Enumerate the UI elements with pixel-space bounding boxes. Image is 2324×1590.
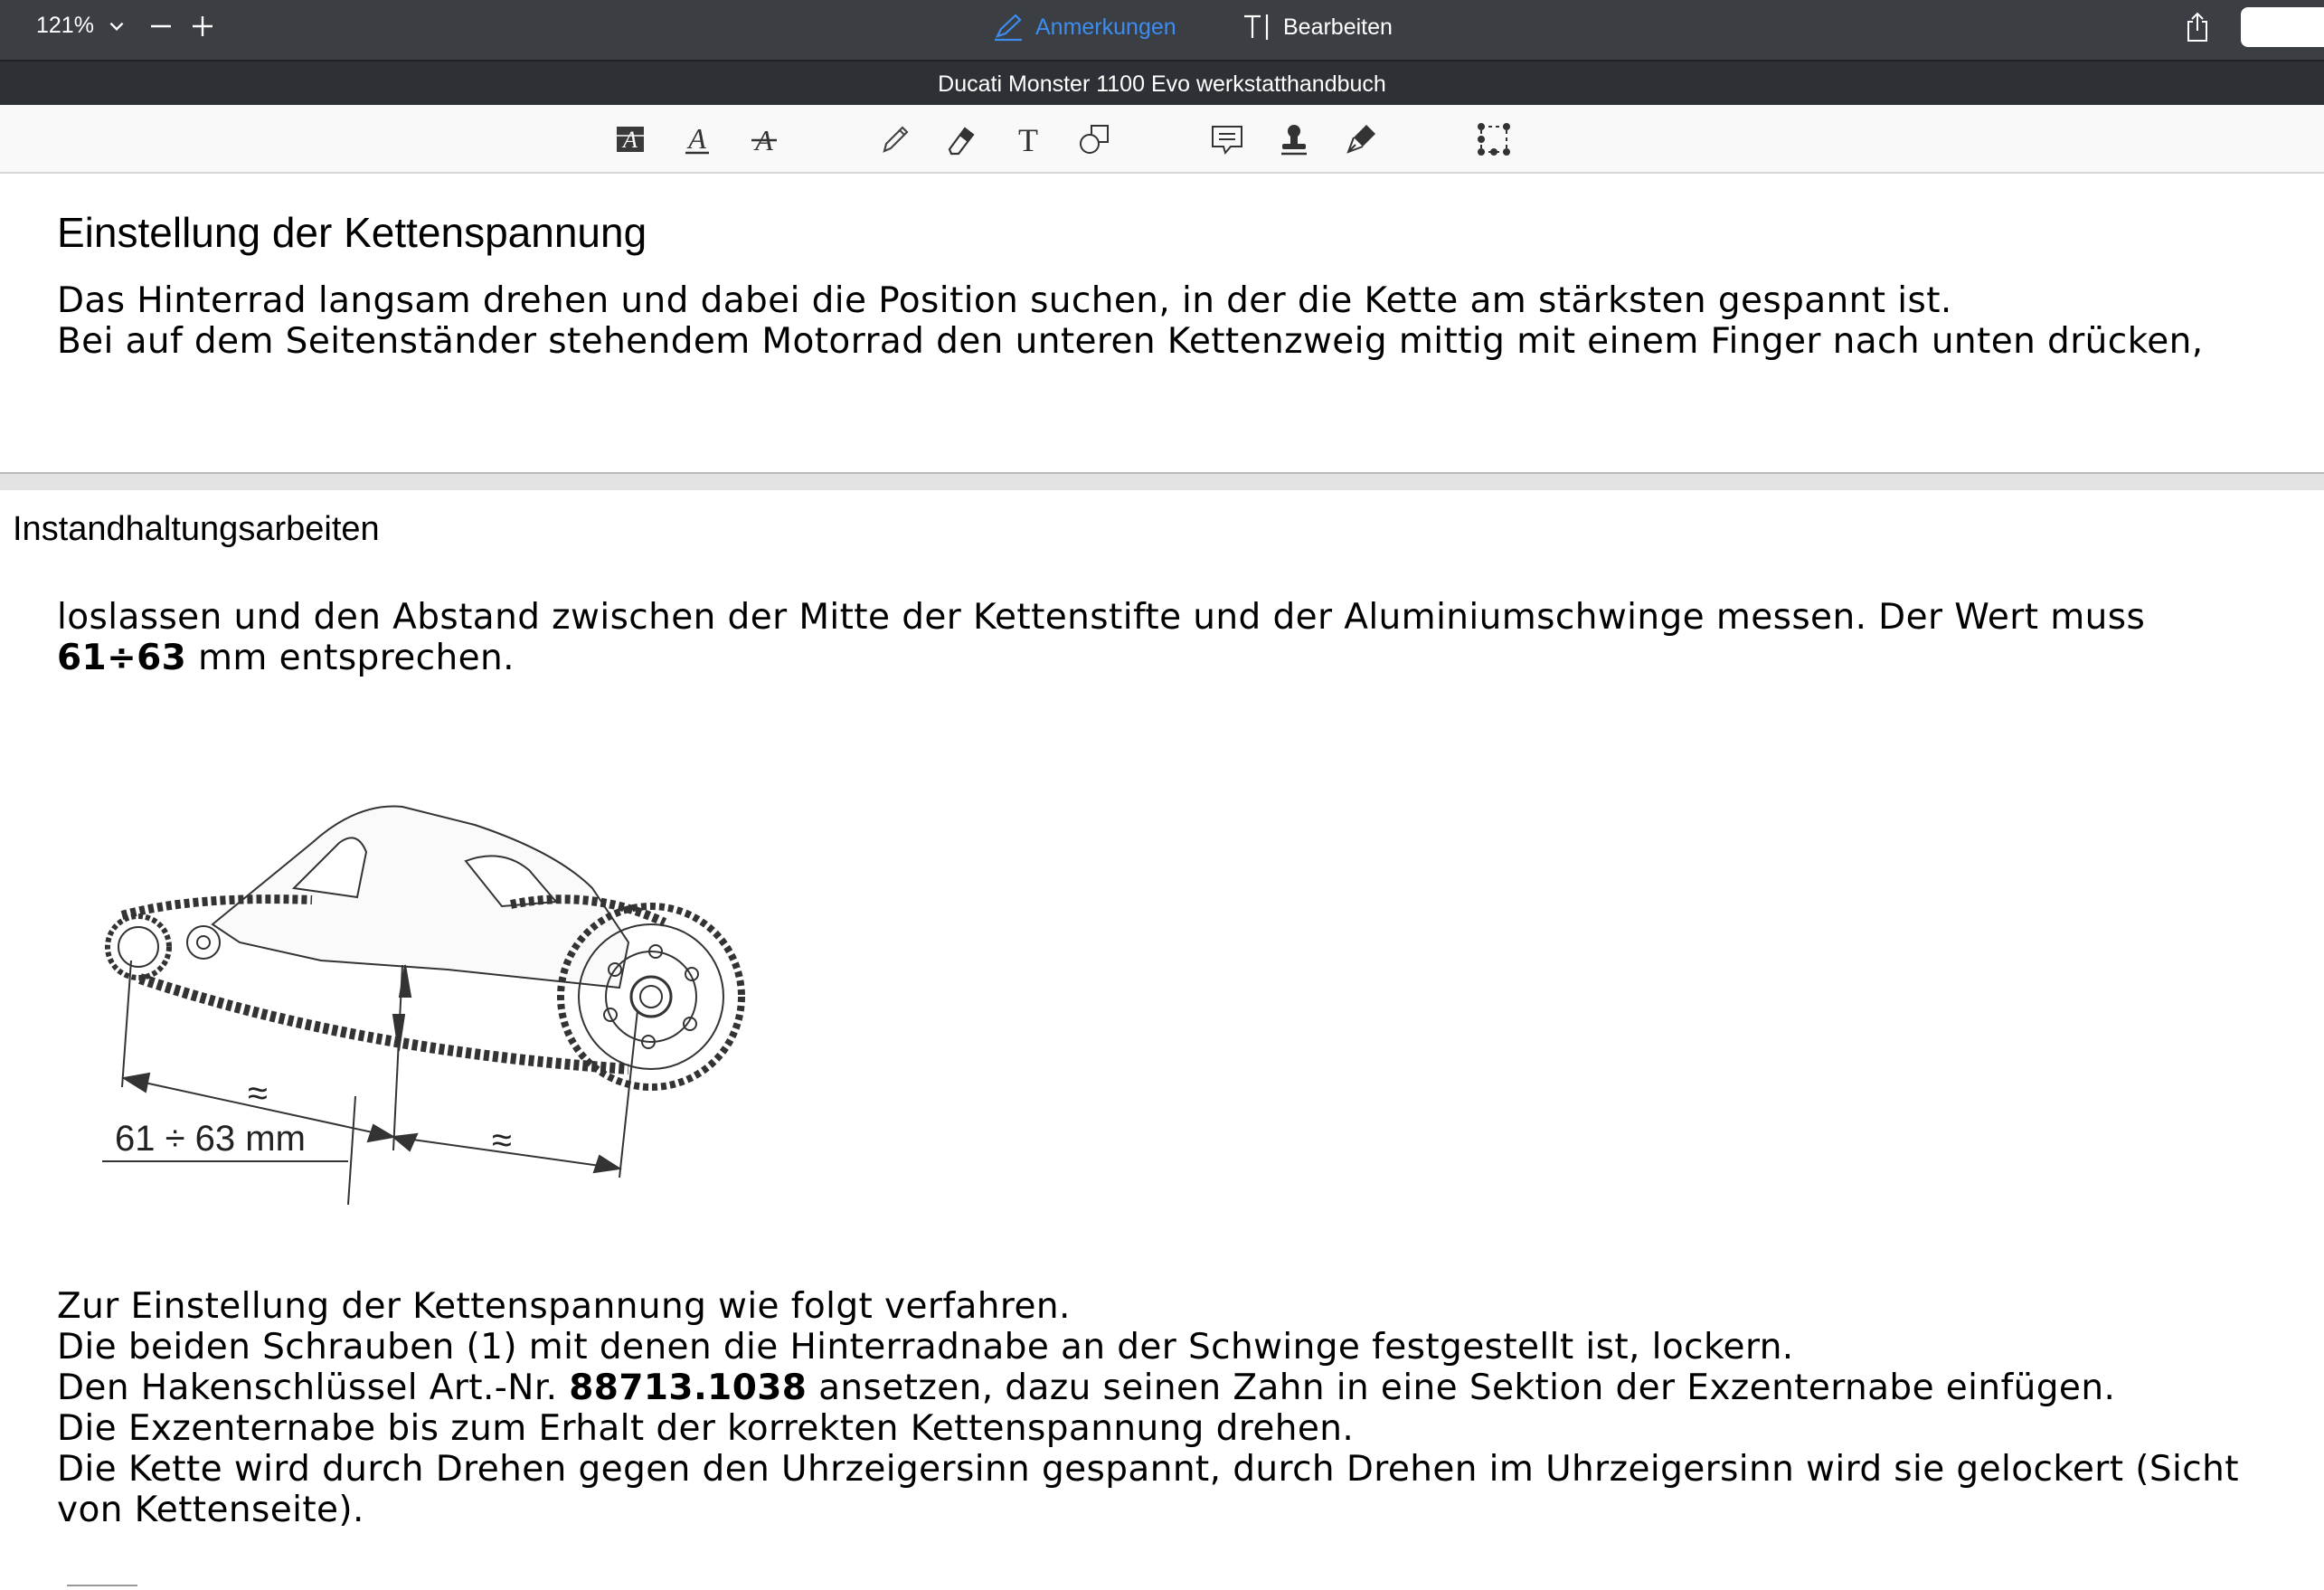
paragraph-line: Bei auf dem Seitenständer stehendem Motorrad den unteren Kettenzweig mittig mit einem Finger nach unten drücken, bbox=[57, 321, 2204, 362]
paragraph-line: Das Hinterrad langsam drehen und dabei die Position suchen, in der die Kette am stärksten gespannt ist. bbox=[57, 280, 1952, 321]
paragraph-line: 61÷63 mm entsprechen. bbox=[57, 638, 515, 678]
svg-text:A: A bbox=[755, 124, 773, 156]
zoom-dropdown[interactable] bbox=[36, 13, 127, 39]
front-sprocket bbox=[108, 916, 169, 978]
zoom-out-button[interactable] bbox=[149, 13, 173, 43]
pencil-icon[interactable] bbox=[875, 119, 915, 159]
chevron-down-icon bbox=[107, 16, 127, 36]
paragraph-line: Die Kette wird durch Drehen gegen den Uhrzeigersinn gespannt, durch Drehen im Uhrzeigersinn wird sie gelockert (Sicht bbox=[57, 1449, 2239, 1490]
zoom-in-button[interactable] bbox=[191, 13, 214, 43]
svg-text:A: A bbox=[623, 127, 638, 153]
page-heading: Einstellung der Kettenspannung bbox=[57, 209, 647, 256]
mode-annotations-tab[interactable] bbox=[992, 13, 1176, 42]
document-page-1 bbox=[0, 174, 2324, 472]
search-field[interactable] bbox=[2241, 7, 2324, 47]
figure-dimension-label: 61 ÷ 63 mm bbox=[115, 1119, 306, 1159]
paragraph-line: loslassen und den Abstand zwischen der Mitte der Kettenstifte und der Aluminiumschwinge messen. Der Wert muss bbox=[57, 597, 2146, 638]
pen-icon bbox=[992, 13, 1025, 42]
paragraph-line: von Kettenseite). bbox=[57, 1490, 364, 1530]
tool-part-number: 88713.1038 bbox=[569, 1368, 808, 1408]
chain-lower bbox=[140, 979, 628, 1069]
stamp-icon[interactable] bbox=[1274, 119, 1314, 159]
approx-sign: ≈ bbox=[248, 1074, 268, 1113]
paragraph-line: Die beiden Schrauben (1) mit denen die Hinterradnabe an der Schwinge festgestellt ist, lockern. bbox=[57, 1327, 1794, 1368]
footer-rule bbox=[67, 1585, 137, 1586]
text-tool-icon[interactable] bbox=[1008, 119, 1048, 159]
document-page-2 bbox=[0, 490, 2324, 1590]
zoom-level: 121% bbox=[36, 13, 94, 38]
section-header: Instandhaltungsarbeiten bbox=[13, 510, 380, 548]
minus-icon bbox=[149, 13, 173, 40]
rear-sprocket bbox=[561, 906, 742, 1087]
mode-edit-label: Bearbeiten bbox=[1283, 14, 1393, 40]
signature-pen-icon[interactable] bbox=[1341, 119, 1381, 159]
paragraph-line: Zur Einstellung der Kettenspannung wie folgt verfahren. bbox=[57, 1286, 1071, 1327]
shapes-icon[interactable] bbox=[1075, 119, 1115, 159]
mode-annotations-label: Anmerkungen bbox=[1035, 14, 1176, 40]
svg-text:T: T bbox=[1018, 122, 1038, 157]
selection-icon[interactable] bbox=[1474, 119, 1514, 159]
share-icon[interactable] bbox=[2184, 11, 2211, 43]
comment-icon[interactable] bbox=[1207, 119, 1247, 159]
document-title: Ducati Monster 1100 Evo werkstatthandbuch bbox=[0, 60, 2324, 107]
text-select-icon[interactable] bbox=[610, 119, 650, 159]
top-toolbar bbox=[0, 0, 2324, 60]
spec-value: 61÷63 bbox=[57, 638, 187, 678]
eraser-icon[interactable] bbox=[941, 119, 981, 159]
annotation-toolbar bbox=[0, 105, 2324, 174]
paragraph-line: Die Exzenternabe bis zum Erhalt der korrekten Kettenspannung drehen. bbox=[57, 1408, 1355, 1449]
page-separator bbox=[0, 472, 2324, 492]
paragraph-line: Den Hakenschlüssel Art.-Nr. 88713.1038 ansetzen, dazu seinen Zahn in eine Sektion der Exzenternabe einfügen. bbox=[57, 1368, 2116, 1408]
chain-tension-diagram bbox=[86, 780, 773, 1214]
svg-text:A: A bbox=[688, 122, 706, 155]
plus-icon bbox=[191, 13, 214, 40]
approx-sign: ≈ bbox=[492, 1121, 512, 1160]
text-underline-icon[interactable] bbox=[677, 119, 717, 159]
text-edit-icon bbox=[1242, 13, 1272, 42]
text-strikethrough-icon[interactable] bbox=[744, 119, 784, 159]
mode-edit-tab[interactable] bbox=[1242, 13, 1393, 42]
